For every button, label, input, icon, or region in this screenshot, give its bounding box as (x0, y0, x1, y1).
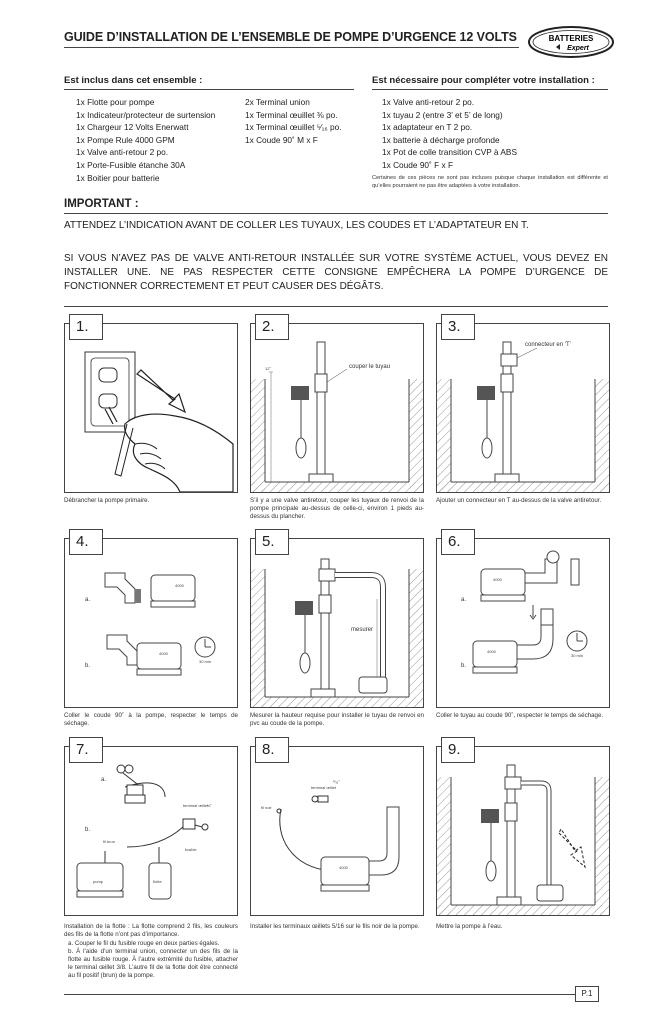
important-bottom-rule (64, 306, 608, 307)
list-item: 1x Indicateur/protecteur de surtension (76, 109, 216, 120)
list-item: 1x adaptateur en T 2 po. (382, 122, 473, 133)
title-underline (64, 47, 519, 48)
measure-illustration (251, 539, 423, 707)
step-7-caption-main: Installation de la flotte : La flotte comprend 2 fils, les couleurs des fils de la flotte n’ont pas d’importance. (64, 923, 238, 938)
step-5-caption: Mesurer la hauteur requise pour installer le tuyau de renvoi en pvc au coude de la pompe. (250, 712, 424, 727)
step-8-panel (250, 741, 424, 916)
step-2-caption: S’il y a une valve antiretour, couper les tuyaux de renvoi de la pompe principale au-dessus de celle-ci, environ 1 pieds au-dessus du plancher. (250, 497, 424, 520)
step-number: 9. (441, 737, 475, 763)
svg-text:Expert: Expert (567, 45, 589, 52)
required-note: Certaines de ces pièces ne sont pas incluses puisque chaque installation est différente et qu’elles pourraient ne pas être adaptées à votre installation. (372, 175, 608, 189)
step-7-sub-b: b. À l’aide d’un terminal union, connecter un des fils de la flotte au fusible rouge. À l’autre extrémité du fusible, attacher le terminal œillet 3/8. L’autre fil de la flotte doit être connecté au fil positif (brun) de la pompe. (68, 948, 238, 979)
svg-text:BATTERIES: BATTERIES (548, 34, 594, 43)
step-5-panel (250, 533, 424, 708)
svg-text:fil noir: fil noir (261, 805, 272, 810)
step-6-caption: Coller le tuyau au coude 90˚, respecter le temps de séchage. (436, 712, 604, 719)
svg-text:terminal œillet: terminal œillet (183, 803, 209, 808)
svg-text:fusible: fusible (185, 847, 197, 852)
step-7-sub-a: a. Couper le fil du fusible rouge en deux parties égales. (68, 940, 220, 947)
list-item: 1x Pot de colle transition CVP à ABS (382, 147, 517, 158)
svg-text:⁵⁄₁₆˝: ⁵⁄₁₆˝ (333, 779, 340, 784)
important-line1: ATTENDEZ L’INDICATION AVANT DE COLLER LES TUYAUX, LES COUDES ET L’ADAPTATEUR EN T. (64, 220, 529, 231)
included-heading: Est inclus dans cet ensemble : (64, 75, 203, 86)
svg-text:12˝: 12˝ (265, 366, 271, 371)
step-8-caption: Installer les terminaux œillets 5/16 sur le fils noir de la pompe. (250, 923, 420, 930)
step-4-caption: Coller le coude 90˚ à la pompe, respecter le temps de séchage. (64, 712, 238, 727)
important-heading: IMPORTANT : (64, 198, 139, 210)
unplug-illustration (65, 324, 237, 492)
step-9-caption: Mettre la pompe à l’eau. (436, 923, 503, 930)
list-item: 1x Pompe Rule 4000 GPM (76, 134, 175, 145)
float-wiring-illustration (65, 747, 237, 915)
included-list-2 (245, 96, 342, 146)
t-connector-illustration (437, 324, 609, 492)
step-number: 7. (69, 737, 103, 763)
svg-text:flotte: flotte (153, 879, 162, 884)
page-title: GUIDE D’INSTALLATION DE L’ENSEMBLE DE POMPE D’URGENCE 12 VOLTS (64, 30, 517, 44)
step-number: 1. (69, 314, 103, 340)
list-item: 2x Terminal union (245, 97, 310, 107)
step-number: 3. (441, 314, 475, 340)
step-7-panel (64, 741, 238, 916)
svg-text:a.: a. (461, 597, 467, 603)
brand-logo (526, 24, 616, 60)
step-1-panel (64, 318, 238, 493)
step-number: 5. (255, 529, 289, 555)
important-line2: SI VOUS N’AVEZ PAS DE VALVE ANTI-RETOUR INSTALLÉE SUR VOTRE SYSTÈME ACTUEL, VOUS DEVEZ EN INSTALLER UNE. NE PAS RESPECTER CETTE CONSIGNE EMPÊCHERA LA POMPE D’URGENCE DE FONCTIONNER CORRECTEMENT ET PEUT CAUSER DES DÉGÂTS. (64, 253, 608, 292)
required-rule (372, 89, 608, 90)
required-heading: Est nécessaire pour compléter votre installation : (372, 75, 595, 86)
svg-text:b.: b. (461, 663, 467, 669)
pipe-to-elbow-illustration (437, 539, 609, 707)
list-item: 1x Boitier pour batterie (76, 172, 160, 183)
step-1-caption: Débrancher la pompe primaire. (64, 497, 150, 504)
svg-text:⅜˝: ⅜˝ (207, 803, 212, 808)
svg-text:pump: pump (93, 879, 104, 884)
svg-text:4000: 4000 (487, 649, 496, 654)
list-item: 1x Terminal œuillet ⁵⁄₁₆ po. (245, 122, 342, 133)
svg-text:4000: 4000 (175, 583, 184, 588)
step-6-panel (436, 533, 610, 708)
list-item: 1x Valve anti-retour 2 po. (382, 97, 475, 107)
step-3-caption: Ajouter un connecteur en T au-dessus de la valve antiretour. (436, 497, 602, 504)
cut-pipe-illustration (251, 324, 423, 492)
svg-text:terminal œillet: terminal œillet (311, 785, 337, 790)
list-item: 1x Flotte pour pompe (76, 97, 155, 107)
step-number: 2. (255, 314, 289, 340)
svg-text:b.: b. (85, 663, 91, 669)
step-number: 6. (441, 529, 475, 555)
svg-text:fil brun: fil brun (103, 839, 116, 844)
terminal-install-illustration (251, 747, 423, 915)
svg-text:30 min: 30 min (570, 653, 584, 658)
svg-text:4000: 4000 (493, 577, 502, 582)
pump-in-water-illustration (437, 747, 609, 915)
svg-text:connecteur en ‘T’: connecteur en ‘T’ (525, 342, 572, 348)
svg-text:a.: a. (85, 597, 91, 603)
footer-rule (64, 994, 575, 995)
included-list-1 (76, 96, 215, 184)
list-item: 1x Valve anti-retour 2 po. (76, 147, 169, 158)
important-rule (64, 213, 608, 214)
step-2-panel (250, 318, 424, 493)
step-7-caption (64, 923, 238, 980)
required-list (382, 96, 517, 172)
svg-text:4000: 4000 (159, 651, 168, 656)
svg-text:4000: 4000 (339, 865, 348, 870)
step-number: 4. (69, 529, 103, 555)
list-item: 1x Coude 90˚ M x F (245, 134, 318, 145)
list-item: 1x tuyau 2 (entre 3’ et 5’ de long) (382, 109, 503, 120)
step-3-panel (436, 318, 610, 493)
svg-text:couper le tuyau: couper le tuyau (349, 364, 391, 370)
list-item: 1x Porte-Fusible étanche 30A (76, 159, 186, 170)
list-item: 1x Terminal œuillet ⅜ po. (245, 109, 338, 120)
svg-text:30 min: 30 min (198, 659, 212, 664)
svg-text:a.: a. (101, 777, 107, 783)
list-item: 1x Coude 90˚ F x F (382, 159, 454, 170)
elbow-to-pump-illustration (65, 539, 237, 707)
step-9-panel (436, 741, 610, 916)
svg-text:mesurer: mesurer (351, 627, 374, 633)
list-item: 1x Chargeur 12 Volts Enerwatt (76, 122, 189, 133)
svg-text:b.: b. (85, 827, 91, 833)
step-number: 8. (255, 737, 289, 763)
included-rule (64, 89, 354, 90)
page-number: P.1 (575, 986, 599, 1002)
step-4-panel (64, 533, 238, 708)
list-item: 1x batterie à décharge profonde (382, 134, 500, 145)
